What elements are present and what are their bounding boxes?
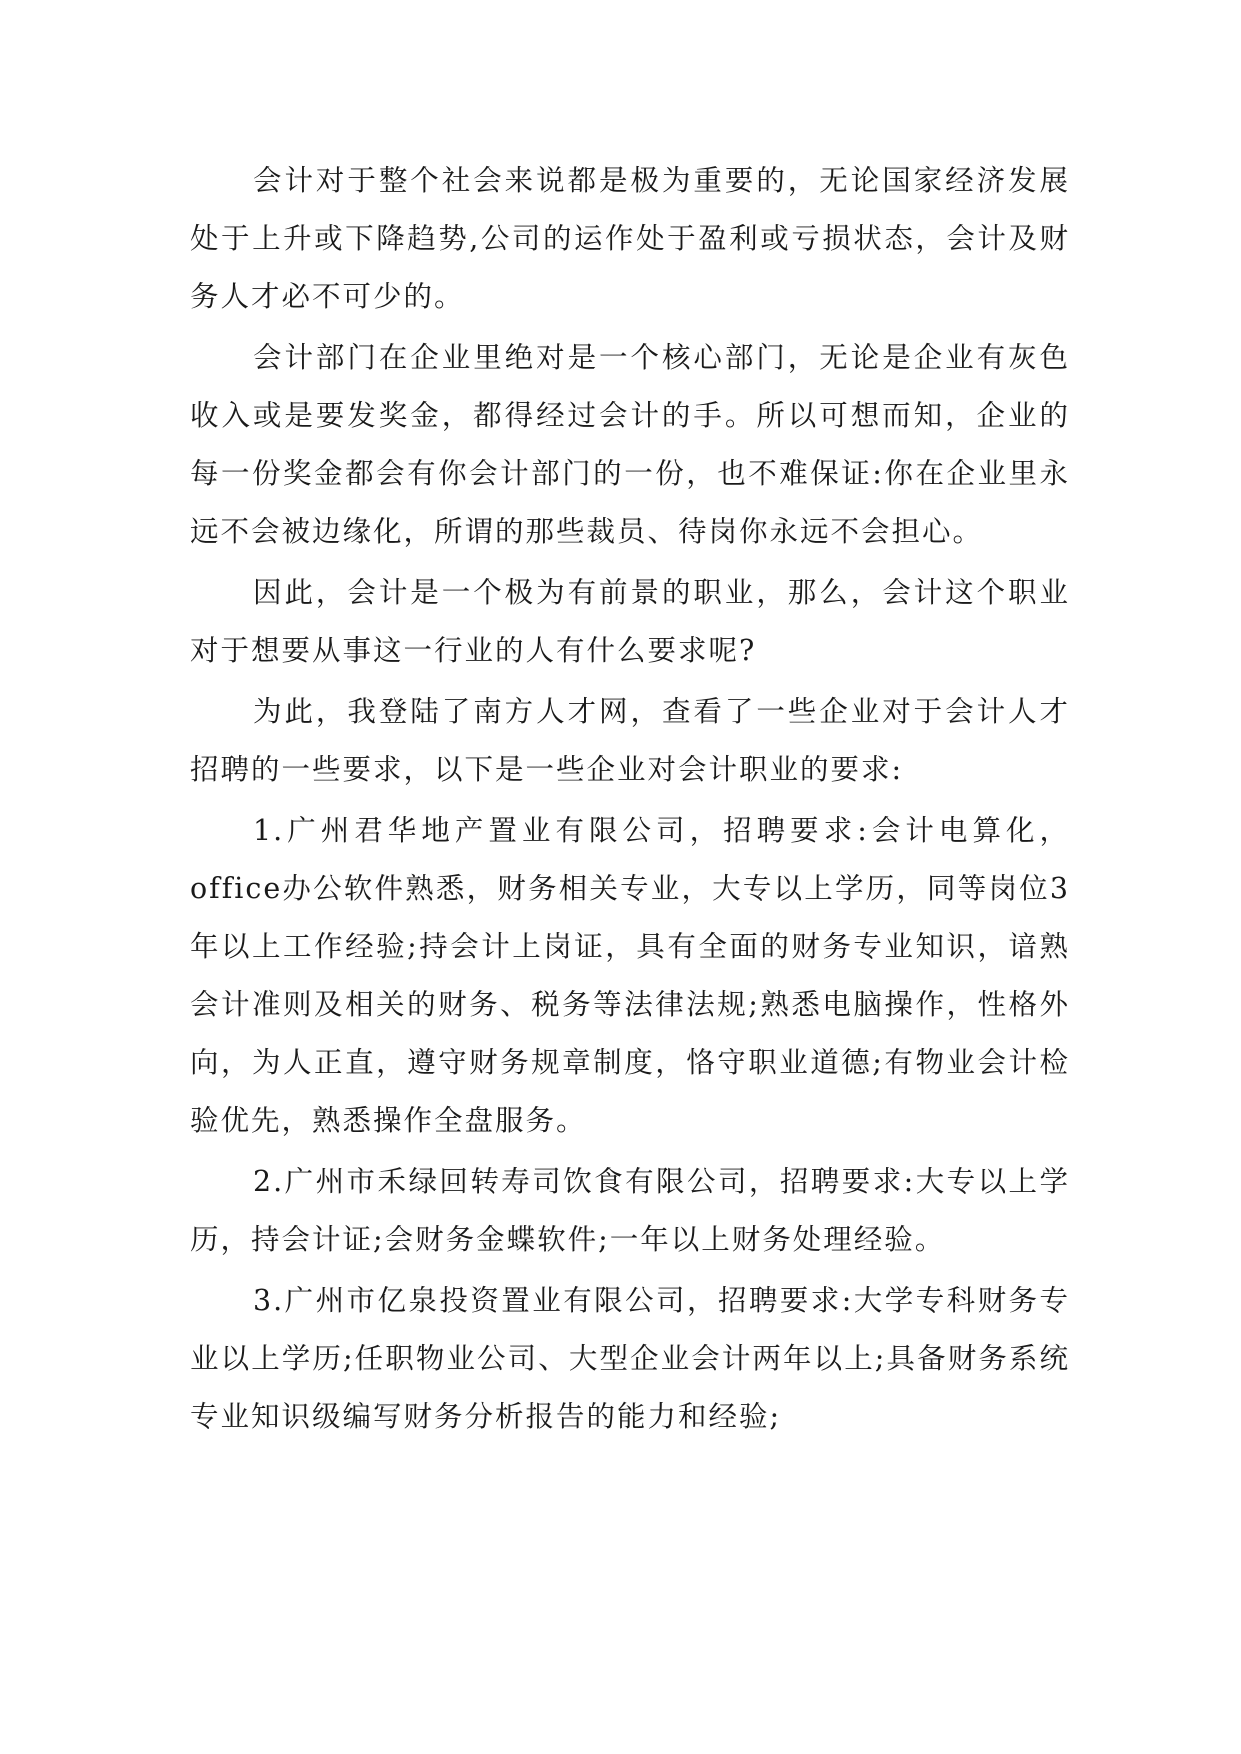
paragraph-5: 1.广州君华地产置业有限公司，招聘要求:会计电算化，office办公软件熟悉，财务相关专业，大专以上学历，同等岗位3年以上工作经验;持会计上岗证，具有全面的财务专业知识，谙熟会计准则及相关的财务、税务等法律法规;熟悉电脑操作，性格外向，为人正直，遵守财务规章制度，恪守职业道德;有物业会计检验优先，熟悉操作全盘服务。 (190, 814, 1070, 1137)
document-body (190, 152, 1070, 1449)
paragraph-6: 2.广州市禾绿回转寿司饮食有限公司，招聘要求:大专以上学历，持会计证;会财务金蝶软件;一年以上财务处理经验。 (190, 1165, 1070, 1256)
paragraph-4: 为此，我登陆了南方人才网，查看了一些企业对于会计人才招聘的一些要求，以下是一些企业对会计职业的要求: (190, 695, 1070, 786)
paragraph-3: 因此，会计是一个极为有前景的职业，那么，会计这个职业对于想要从事这一行业的人有什么要求呢? (190, 576, 1070, 667)
paragraph-2: 会计部门在企业里绝对是一个核心部门，无论是企业有灰色收入或是要发奖金，都得经过会计的手。所以可想而知，企业的每一份奖金都会有你会计部门的一份，也不难保证:你在企业里永远不会被边缘化，所谓的那些裁员、待岗你永远不会担心。 (190, 341, 1070, 548)
paragraph-7: 3.广州市亿泉投资置业有限公司，招聘要求:大学专科财务专业以上学历;任职物业公司、大型企业会计两年以上;具备财务系统专业知识级编写财务分析报告的能力和经验; (190, 1284, 1070, 1433)
paragraph-1: 会计对于整个社会来说都是极为重要的，无论国家经济发展处于上升或下降趋势,公司的运作处于盈利或亏损状态，会计及财务人才必不可少的。 (190, 164, 1070, 313)
